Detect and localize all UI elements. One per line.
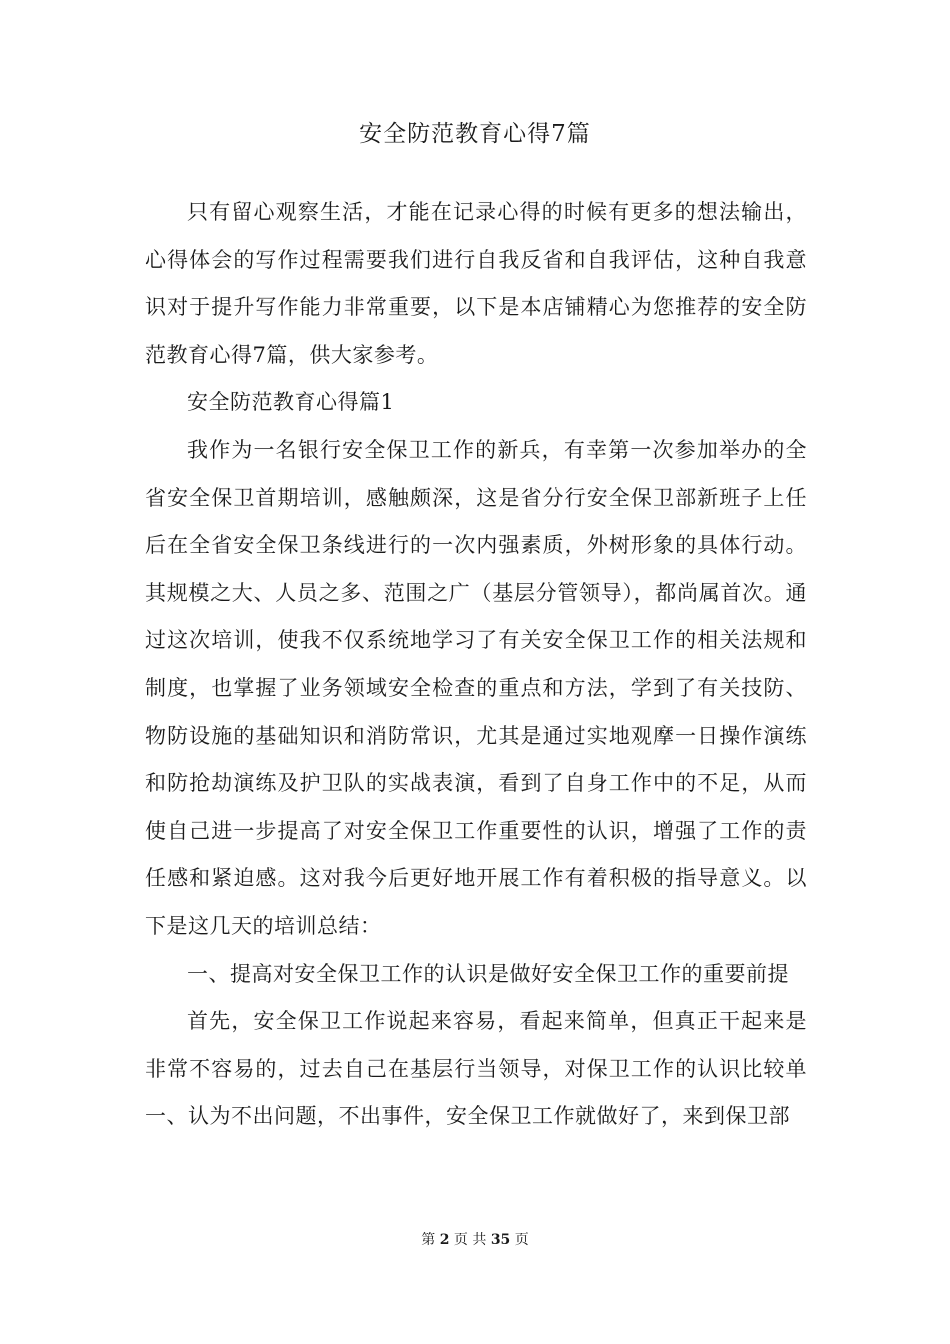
section-heading: 安全防范教育心得篇1 <box>187 390 395 415</box>
intro-paragraph: 只有留心观察生活，才能在记录心得的时候有更多的想法输出，心得体会的写作过程需要我们进行自我反省和自我评估，这种自我意识对于提升写作能力非常重要，以下是本店铺精心为您推荐的安全防范教育心得7篇，供大家参考。 <box>145 200 807 367</box>
page-footer <box>0 1228 950 1252</box>
body-paragraph: 首先，安全保卫工作说起来容易，看起来简单，但真正干起来是非常不容易的，过去自己在基层行当领导，对保卫工作的认识比较单一、认为不出问题，不出事件，安全保卫工作就做好了，来到保卫部 <box>145 1009 807 1129</box>
current-page-number: 2 <box>439 1232 450 1248</box>
subsection-heading: 一、提高对安全保卫工作的认识是做好安全保卫工作的重要前提 <box>187 961 789 986</box>
document-title: 安全防范教育心得7篇 <box>359 121 591 147</box>
document-body <box>145 189 807 1141</box>
footer-suffix: 页 <box>514 1232 529 1248</box>
footer-prefix: 第 <box>421 1232 436 1248</box>
total-page-count: 35 <box>490 1232 511 1248</box>
body-paragraph: 我作为一名银行安全保卫工作的新兵，有幸第一次参加举办的全省安全保卫首期培训，感触颇深，这是省分行安全保卫部新班子上任后在全省安全保卫条线进行的一次内强素质，外树形象的具体行动。其规模之大、人员之多、范围之广（基层分管领导），都尚属首次。通过这次培训，使我不仅系统地学习了有关安全保卫工作的相关法规和制度，也掌握了业务领域安全检查的重点和方法，学到了有关技防、物防设施的基础知识和消防常识，尤其是通过实地观摩一日操作演练和防抢劫演练及护卫队的实战表演，看到了自身工作中的不足，从而使自己进一步提高了对安全保卫工作重要性的认识，增强了工作的责任感和紧迫感。这对我今后更好地开展工作有着积极的指导意义。以下是这几天的培训总结： <box>145 437 807 938</box>
footer-middle: 页 共 <box>453 1232 487 1248</box>
